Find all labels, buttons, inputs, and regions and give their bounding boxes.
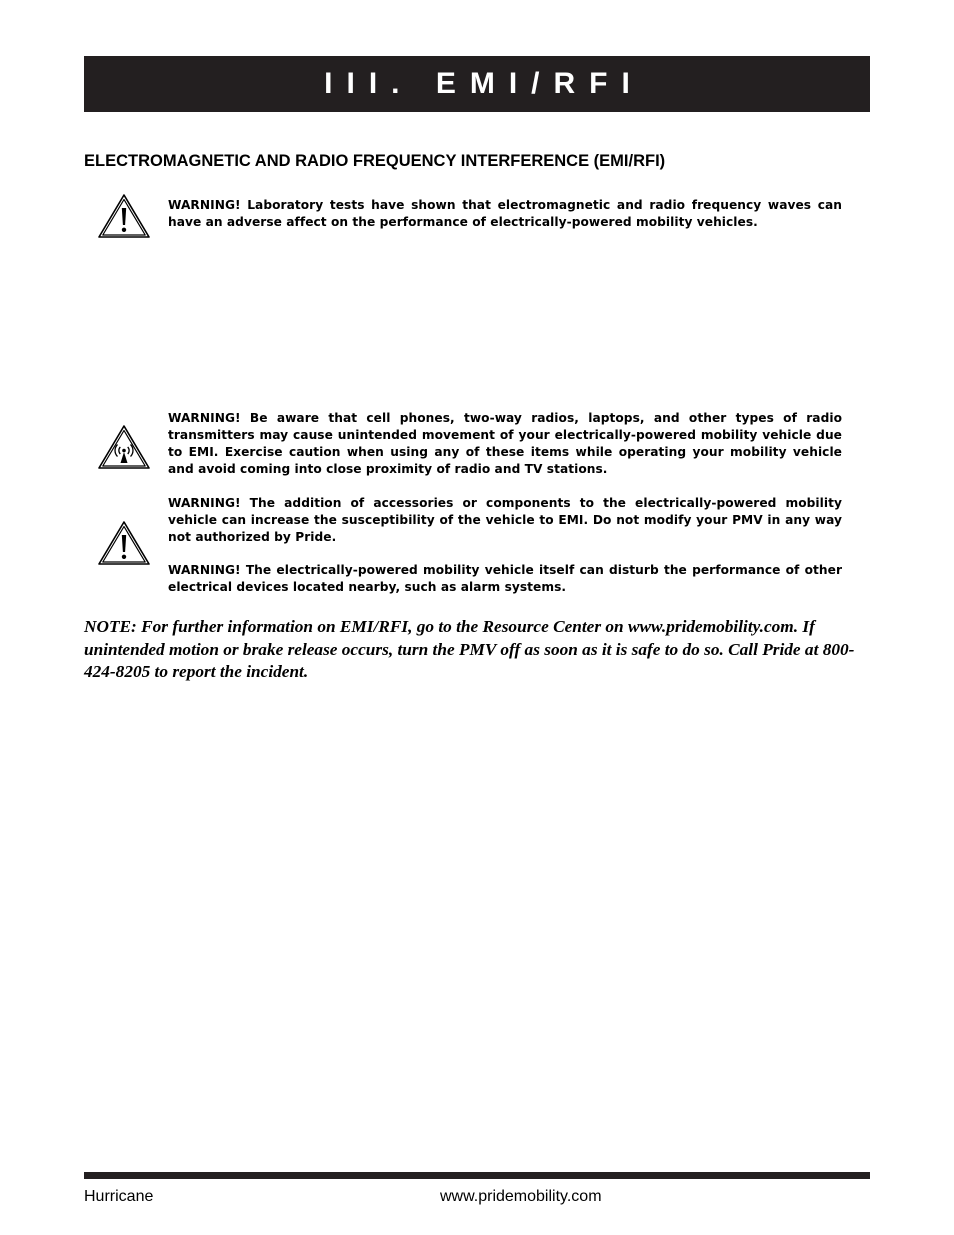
note-paragraph: NOTE: For further information on EMI/RFI, go to the Resource Center on www.pridemobility.com. If unintended motion or brake release occurs, turn the PMV off as soon as it is safe to do so. Call Pride at 800-424-8205 to report the incident. bbox=[84, 617, 855, 681]
radio-transmitter-icon bbox=[96, 423, 152, 471]
warning-text-radio-transmitters: WARNING! Be aware that cell phones, two-way radios, laptops, and other types of radio transmitters may cause unintended movement of your electrically-powered mobility vehicle due to EMI. Exercise caution when using any of these items while operating your mobility vehicle and avoid coming into close proximity of radio and TV stations. bbox=[168, 411, 842, 476]
section-heading: ELECTROMAGNETIC AND RADIO FREQUENCY INTERFERENCE (EMI/RFI) bbox=[84, 152, 666, 170]
chapter-title: III. EMI/RFI bbox=[324, 67, 644, 100]
warning-text-accessories: WARNING! The addition of accessories or components to the electrically-powered mobility vehicle can increase the susceptibility of the vehicle to EMI. Do not modify your PMV in any way not authorized by Pride. bbox=[168, 496, 842, 544]
chapter-title-bar bbox=[84, 56, 870, 112]
footer-product-name: Hurricane bbox=[84, 1188, 154, 1205]
warning-text-lab-tests: WARNING! Laboratory tests have shown that electromagnetic and radio frequency waves can have an adverse affect on the performance of electrically-powered mobility vehicles. bbox=[168, 198, 842, 229]
footer-website: www.pridemobility.com bbox=[440, 1188, 602, 1205]
warning-text-vehicle-disturbance: WARNING! The electrically-powered mobility vehicle itself can disturb the performance of other electrical devices located nearby, such as alarm systems. bbox=[168, 563, 842, 594]
warning-triangle-icon bbox=[96, 192, 152, 240]
footer-rule bbox=[84, 1172, 870, 1179]
warning-triangle-icon bbox=[96, 519, 152, 567]
